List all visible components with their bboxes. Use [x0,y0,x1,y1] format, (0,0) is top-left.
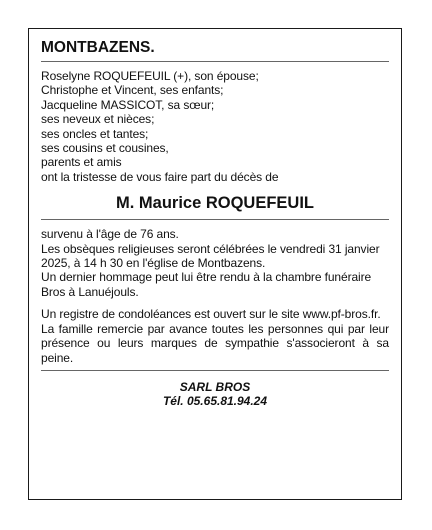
funeral-details [41,227,389,299]
detail-line: survenu à l'âge de 76 ans. [41,227,179,242]
notice-heading: MONTBAZENS. [41,39,155,56]
name-divider [41,219,389,220]
family-line: ont la tristesse de vous faire part du décès de [41,169,279,184]
obituary-notice [28,28,402,500]
condolences-line: Un registre de condoléances est ouvert sur le site www.pf-bros.fr. [41,307,381,322]
condolences-section [41,307,389,365]
family-line: ses oncles et tantes; [41,126,149,141]
detail-line: Les obsèques religieuses seront célébrées le vendredi 31 janvier 2025, à 14 h 30 en l'église de Montbazens. [41,241,380,271]
detail-line: Un dernier hommage peut lui être rendu à la chambre funéraire Bros à Lanuéjouls. [41,270,372,299]
family-line: ses neveux et nièces; [41,112,155,127]
deceased-name: M. Maurice ROQUEFEUIL [115,194,315,213]
family-line: Christophe et Vincent, ses enfants; [41,83,224,98]
family-line: Roselyne ROQUEFEUIL (+), son épouse; [41,69,259,83]
family-line: parents et amis [41,155,122,170]
funeral-home-name: SARL BROS [179,379,251,394]
footer-divider [41,370,389,371]
top-divider [41,61,389,62]
funeral-home-phone: Tél. 05.65.81.94.24 [162,394,268,409]
funeral-home-footer [41,380,389,409]
condolences-line: La famille remercie par avance toutes les personnes qui par leur présence ou leurs marques de sympathie s'associeront à sa peine. [41,321,389,365]
family-line: Jacqueline MASSICOT, sa sœur; [41,97,215,112]
family-line: ses cousins et cousines, [41,141,169,156]
family-list [41,69,389,184]
